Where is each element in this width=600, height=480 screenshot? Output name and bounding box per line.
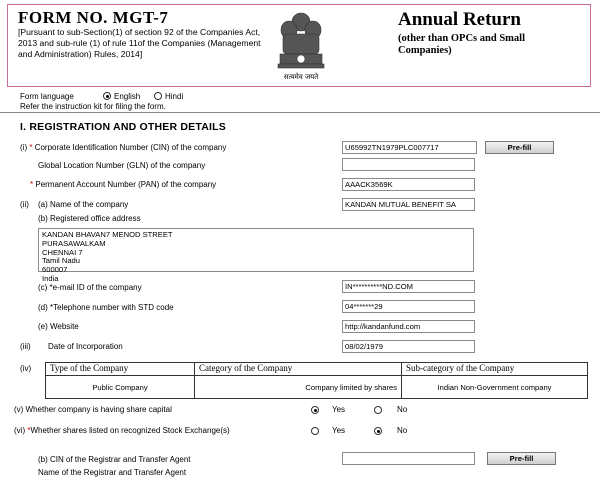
incorp-num: (iii) — [20, 342, 31, 351]
company-table-num: (iv) — [20, 364, 32, 373]
table-cell: Company limited by shares — [195, 376, 402, 399]
language-hindi-label: Hindi — [165, 92, 184, 101]
address-line: PURASAWALKAM — [42, 238, 106, 248]
cin-num: (i) — [20, 143, 28, 152]
table-header: Sub-category of the Company — [402, 363, 588, 376]
listed-yes-label: Yes — [332, 426, 346, 435]
website-label: (e) Website — [38, 322, 79, 331]
language-english-radio[interactable] — [103, 92, 111, 100]
section-title: I. REGISTRATION AND OTHER DETAILS — [20, 121, 226, 133]
phone-input[interactable]: 04*******29 — [342, 300, 475, 313]
table-header: Type of the Company — [46, 363, 195, 376]
share-capital-yes-radio[interactable] — [311, 406, 319, 414]
rta-cin-label: (b) CIN of the Registrar and Transfer Agent — [38, 455, 191, 464]
cin-prefill-button[interactable]: Pre-fill — [485, 141, 554, 154]
gln-input[interactable] — [342, 158, 475, 171]
address-label: (b) Registered office address — [38, 214, 141, 223]
required-star: * — [27, 426, 31, 435]
form-language-label: Form language — [20, 92, 74, 101]
listed-no-radio[interactable] — [374, 427, 382, 435]
address-line: Tamil Nadu — [42, 256, 80, 266]
name-num: (ii) — [20, 200, 29, 209]
pan-label: Permanent Account Number (PAN) of the company — [35, 180, 217, 189]
address-line: KANDAN BHAVAN7 MENOD STREET — [42, 230, 173, 239]
email-label: (c) *e-mail ID of the company — [38, 283, 142, 292]
listed-no-label: No — [397, 426, 408, 435]
address-line: 600007 — [42, 265, 68, 275]
incorp-label: Date of Incorporation — [48, 342, 123, 351]
form-number: FORM NO. MGT-7 — [18, 8, 169, 27]
table-cell: Indian Non-Government company — [402, 376, 588, 399]
cin-input[interactable]: U65992TN1979PLC007717 — [342, 141, 477, 154]
rta-name-label: Name of the Registrar and Transfer Agent — [38, 468, 187, 477]
name-label: (a) Name of the company — [38, 200, 129, 209]
company-type-table — [45, 362, 588, 399]
pan-row-label — [30, 180, 216, 189]
email-input[interactable]: IN**********ND.COM — [342, 280, 475, 293]
share-capital-no-label: No — [397, 405, 408, 414]
table-cell: Public Company — [46, 376, 195, 399]
incorporation-date-input[interactable]: 08/02/1979 — [342, 340, 475, 353]
address-line: CHENNAI 7 — [42, 247, 83, 257]
form-subtitle: (other than OPCs and Small Companies) — [398, 33, 525, 56]
cin-row-label — [20, 143, 226, 152]
table-header: Category of the Company — [195, 363, 402, 376]
rta-cin-input[interactable] — [342, 452, 475, 465]
gln-label: Global Location Number (GLN) of the company — [38, 161, 206, 170]
emblem-caption: सत्यमेव जयते — [283, 73, 319, 81]
language-english-label: English — [114, 92, 141, 101]
address-line: India — [42, 273, 59, 283]
divider — [0, 112, 600, 113]
required-star: * — [30, 180, 34, 189]
form-title: Annual Return — [398, 9, 521, 30]
rta-prefill-button[interactable]: Pre-fill — [487, 452, 556, 465]
national-emblem-icon — [268, 8, 334, 88]
address-textarea[interactable] — [38, 228, 474, 283]
company-name-input[interactable]: KANDAN MUTUAL BENEFIT SA — [342, 198, 475, 211]
cin-label: Corporate Identification Number (CIN) of the company — [34, 143, 227, 152]
listed-row-label — [14, 426, 230, 435]
listed-yes-radio[interactable] — [311, 427, 319, 435]
pan-input[interactable]: AAACK3569K — [342, 178, 475, 191]
share-capital-yes-label: Yes — [332, 405, 346, 414]
pursuant-text: [Pursuant to sub-Section(1) of section 92 of the Companies Act, 2013 and sub-rule (1) of rule 11of the Companies (Management and Administration) Rules, 2014] — [18, 27, 261, 59]
required-star: * — [29, 143, 33, 152]
instruction-text: Refer the instruction kit for filing the form. — [20, 102, 166, 111]
listed-label: Whether shares listed on recognized Stock Exchange(s) — [30, 426, 230, 435]
share-capital-no-radio[interactable] — [374, 406, 382, 414]
share-capital-label: (v) Whether company is having share capital — [14, 405, 172, 414]
language-hindi-radio[interactable] — [154, 92, 162, 100]
listed-num: (vi) — [14, 426, 28, 435]
phone-label: (d) *Telephone number with STD code — [38, 303, 174, 312]
website-input[interactable]: http://kandanfund.com — [342, 320, 475, 333]
